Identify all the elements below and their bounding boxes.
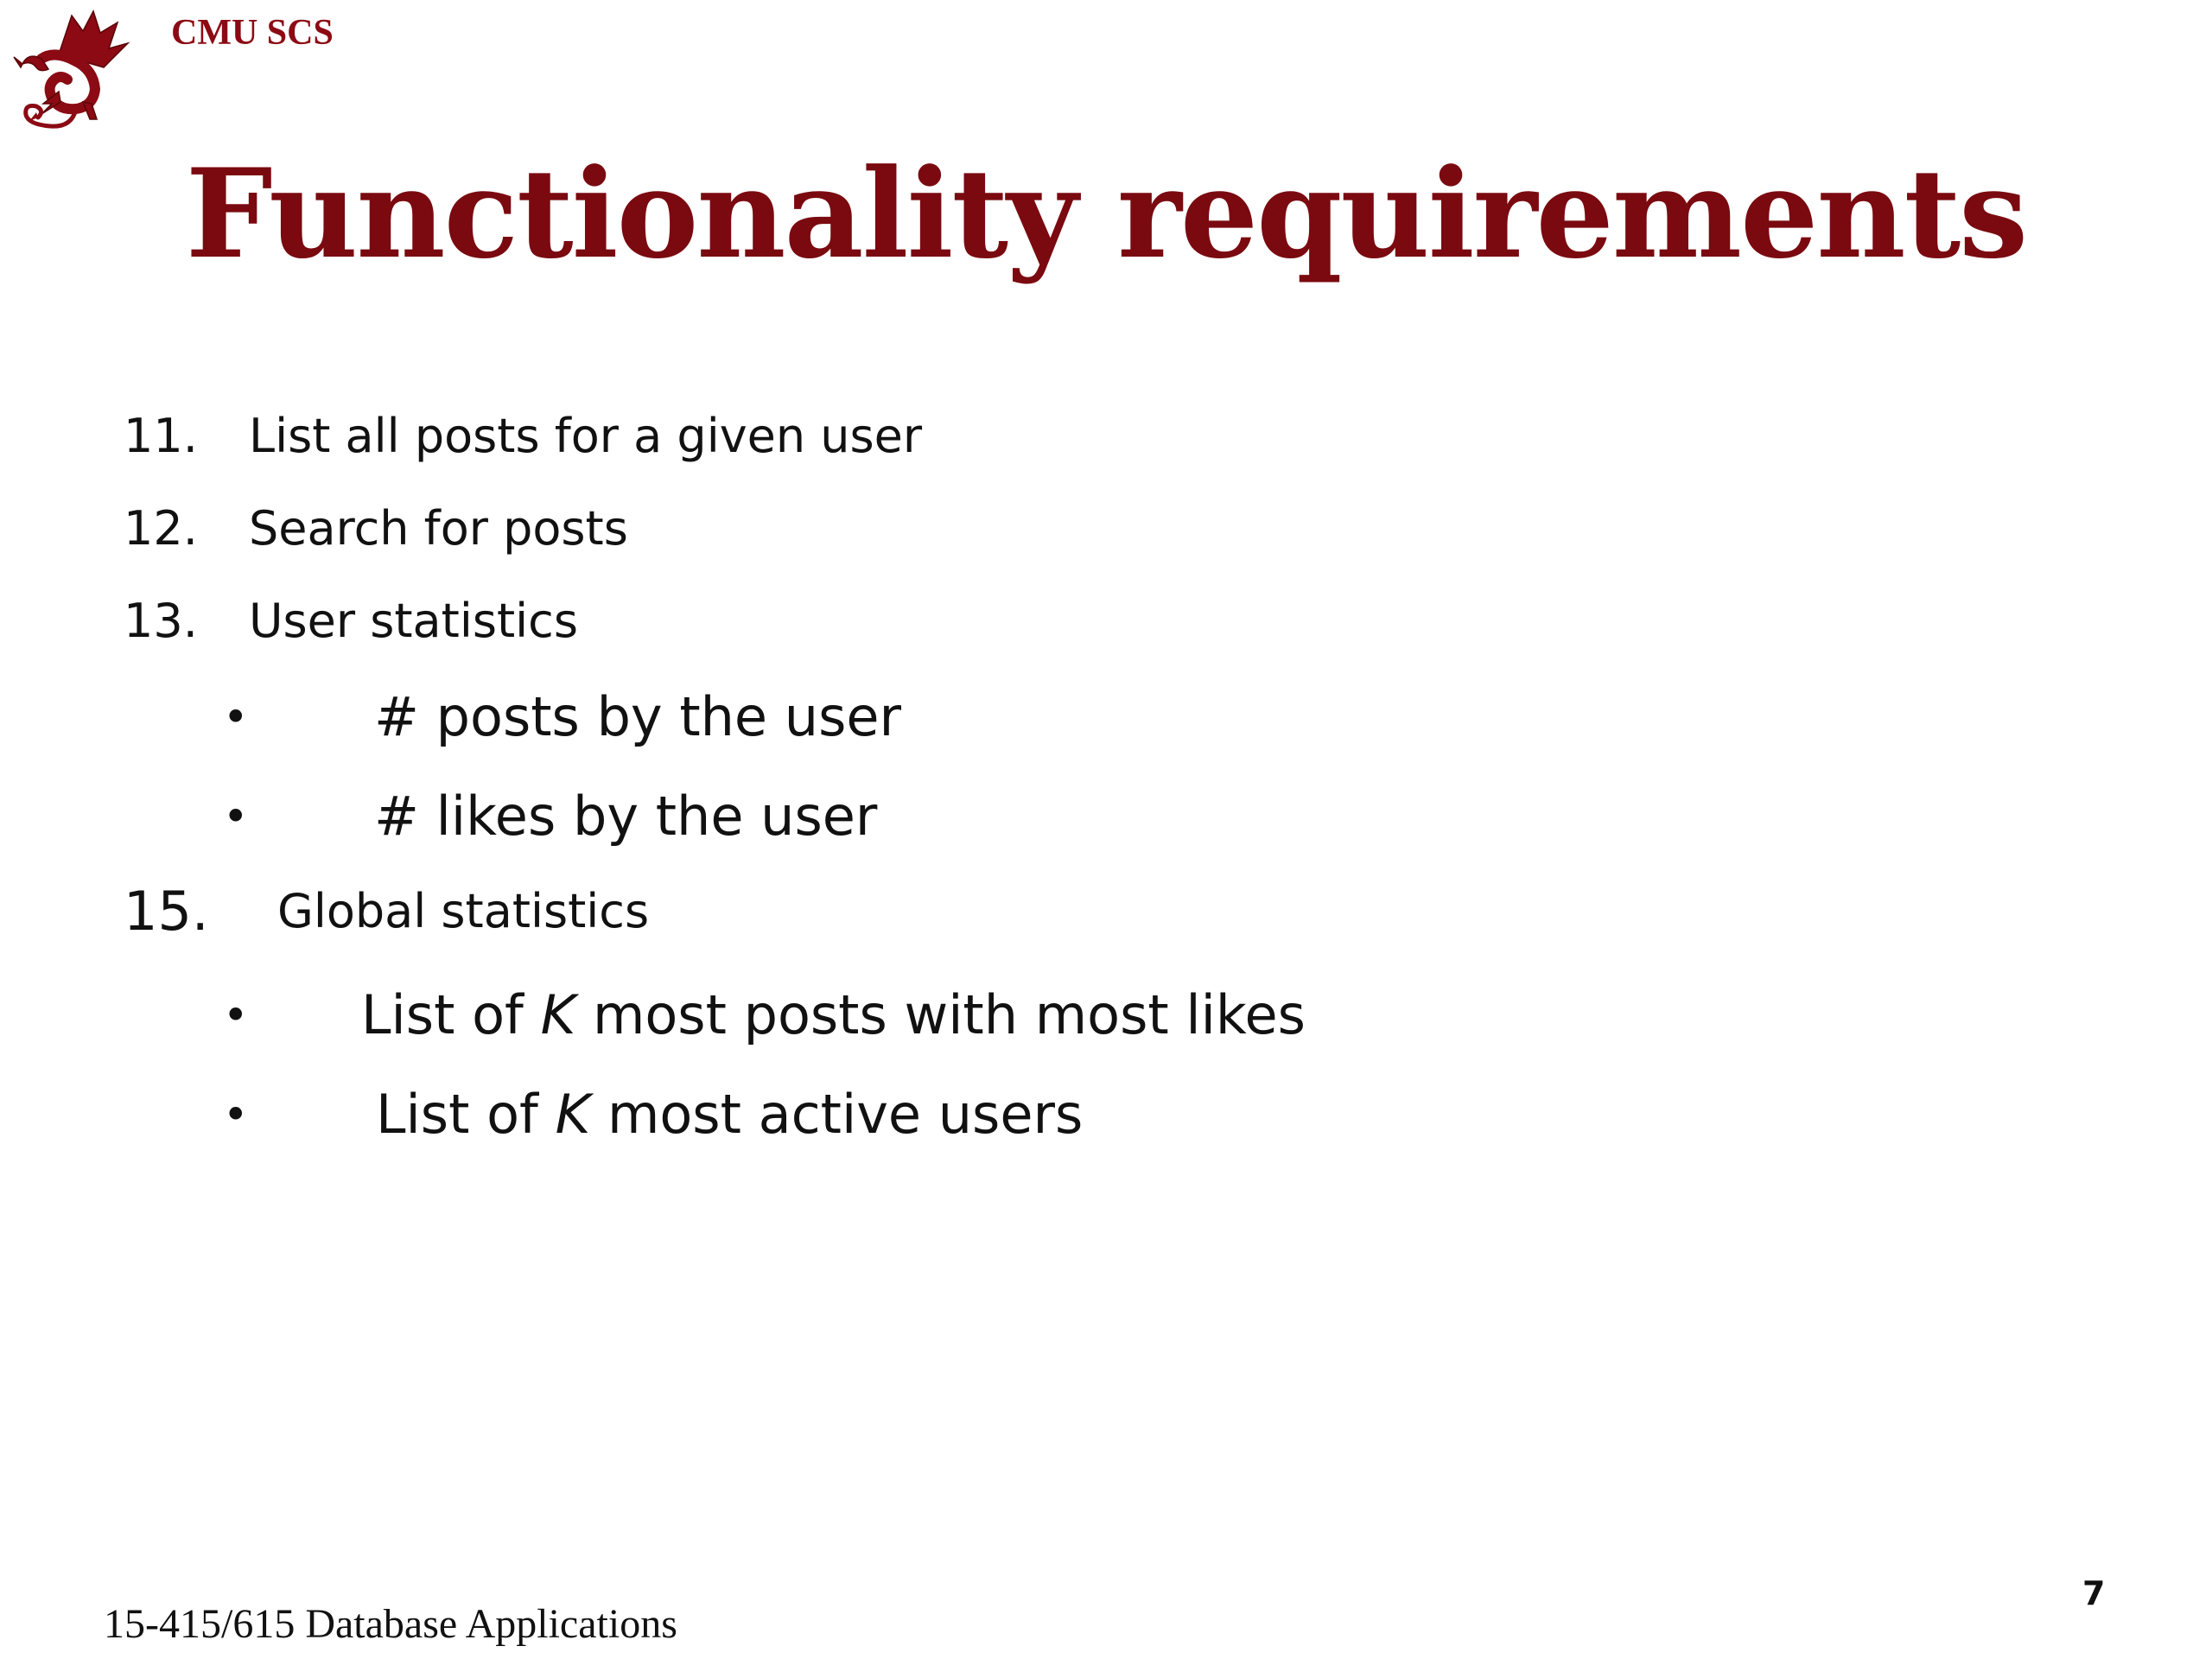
- bullet-icon: •: [223, 692, 249, 742]
- item-number: 12.: [124, 501, 198, 556]
- bullet-icon: •: [223, 1090, 249, 1140]
- item-text: Global statistics: [277, 884, 650, 938]
- item-text-italic: K: [540, 983, 576, 1046]
- item-text-after: most posts with most likes: [575, 983, 1306, 1046]
- bullet-icon: •: [223, 791, 249, 842]
- item-text-before: List of: [376, 1083, 556, 1146]
- item-text-before: List of: [361, 983, 541, 1046]
- slide-title: Functionality requirements: [185, 143, 2027, 286]
- item-text: List all posts for a given user: [249, 409, 923, 463]
- item-text: # likes by the user: [374, 785, 878, 848]
- item-text: User statistics: [249, 594, 578, 648]
- item-number: 15.: [124, 880, 209, 943]
- item-text: Search for posts: [249, 501, 628, 556]
- dragon-logo-icon: [7, 7, 137, 137]
- item-text: [376, 1080, 1083, 1149]
- footer-course: 15-415/615 Database Applications: [104, 1601, 677, 1647]
- page-number: 7: [2082, 1574, 2106, 1612]
- item-text: [361, 981, 1306, 1050]
- item-text-after: most active users: [590, 1083, 1084, 1146]
- item-text: # posts by the user: [374, 685, 902, 748]
- item-number: 11.: [124, 409, 198, 463]
- item-text-italic: K: [555, 1083, 591, 1146]
- bullet-icon: •: [223, 990, 249, 1040]
- item-number: 13.: [124, 594, 198, 648]
- header-label: CMU SCS: [171, 13, 334, 53]
